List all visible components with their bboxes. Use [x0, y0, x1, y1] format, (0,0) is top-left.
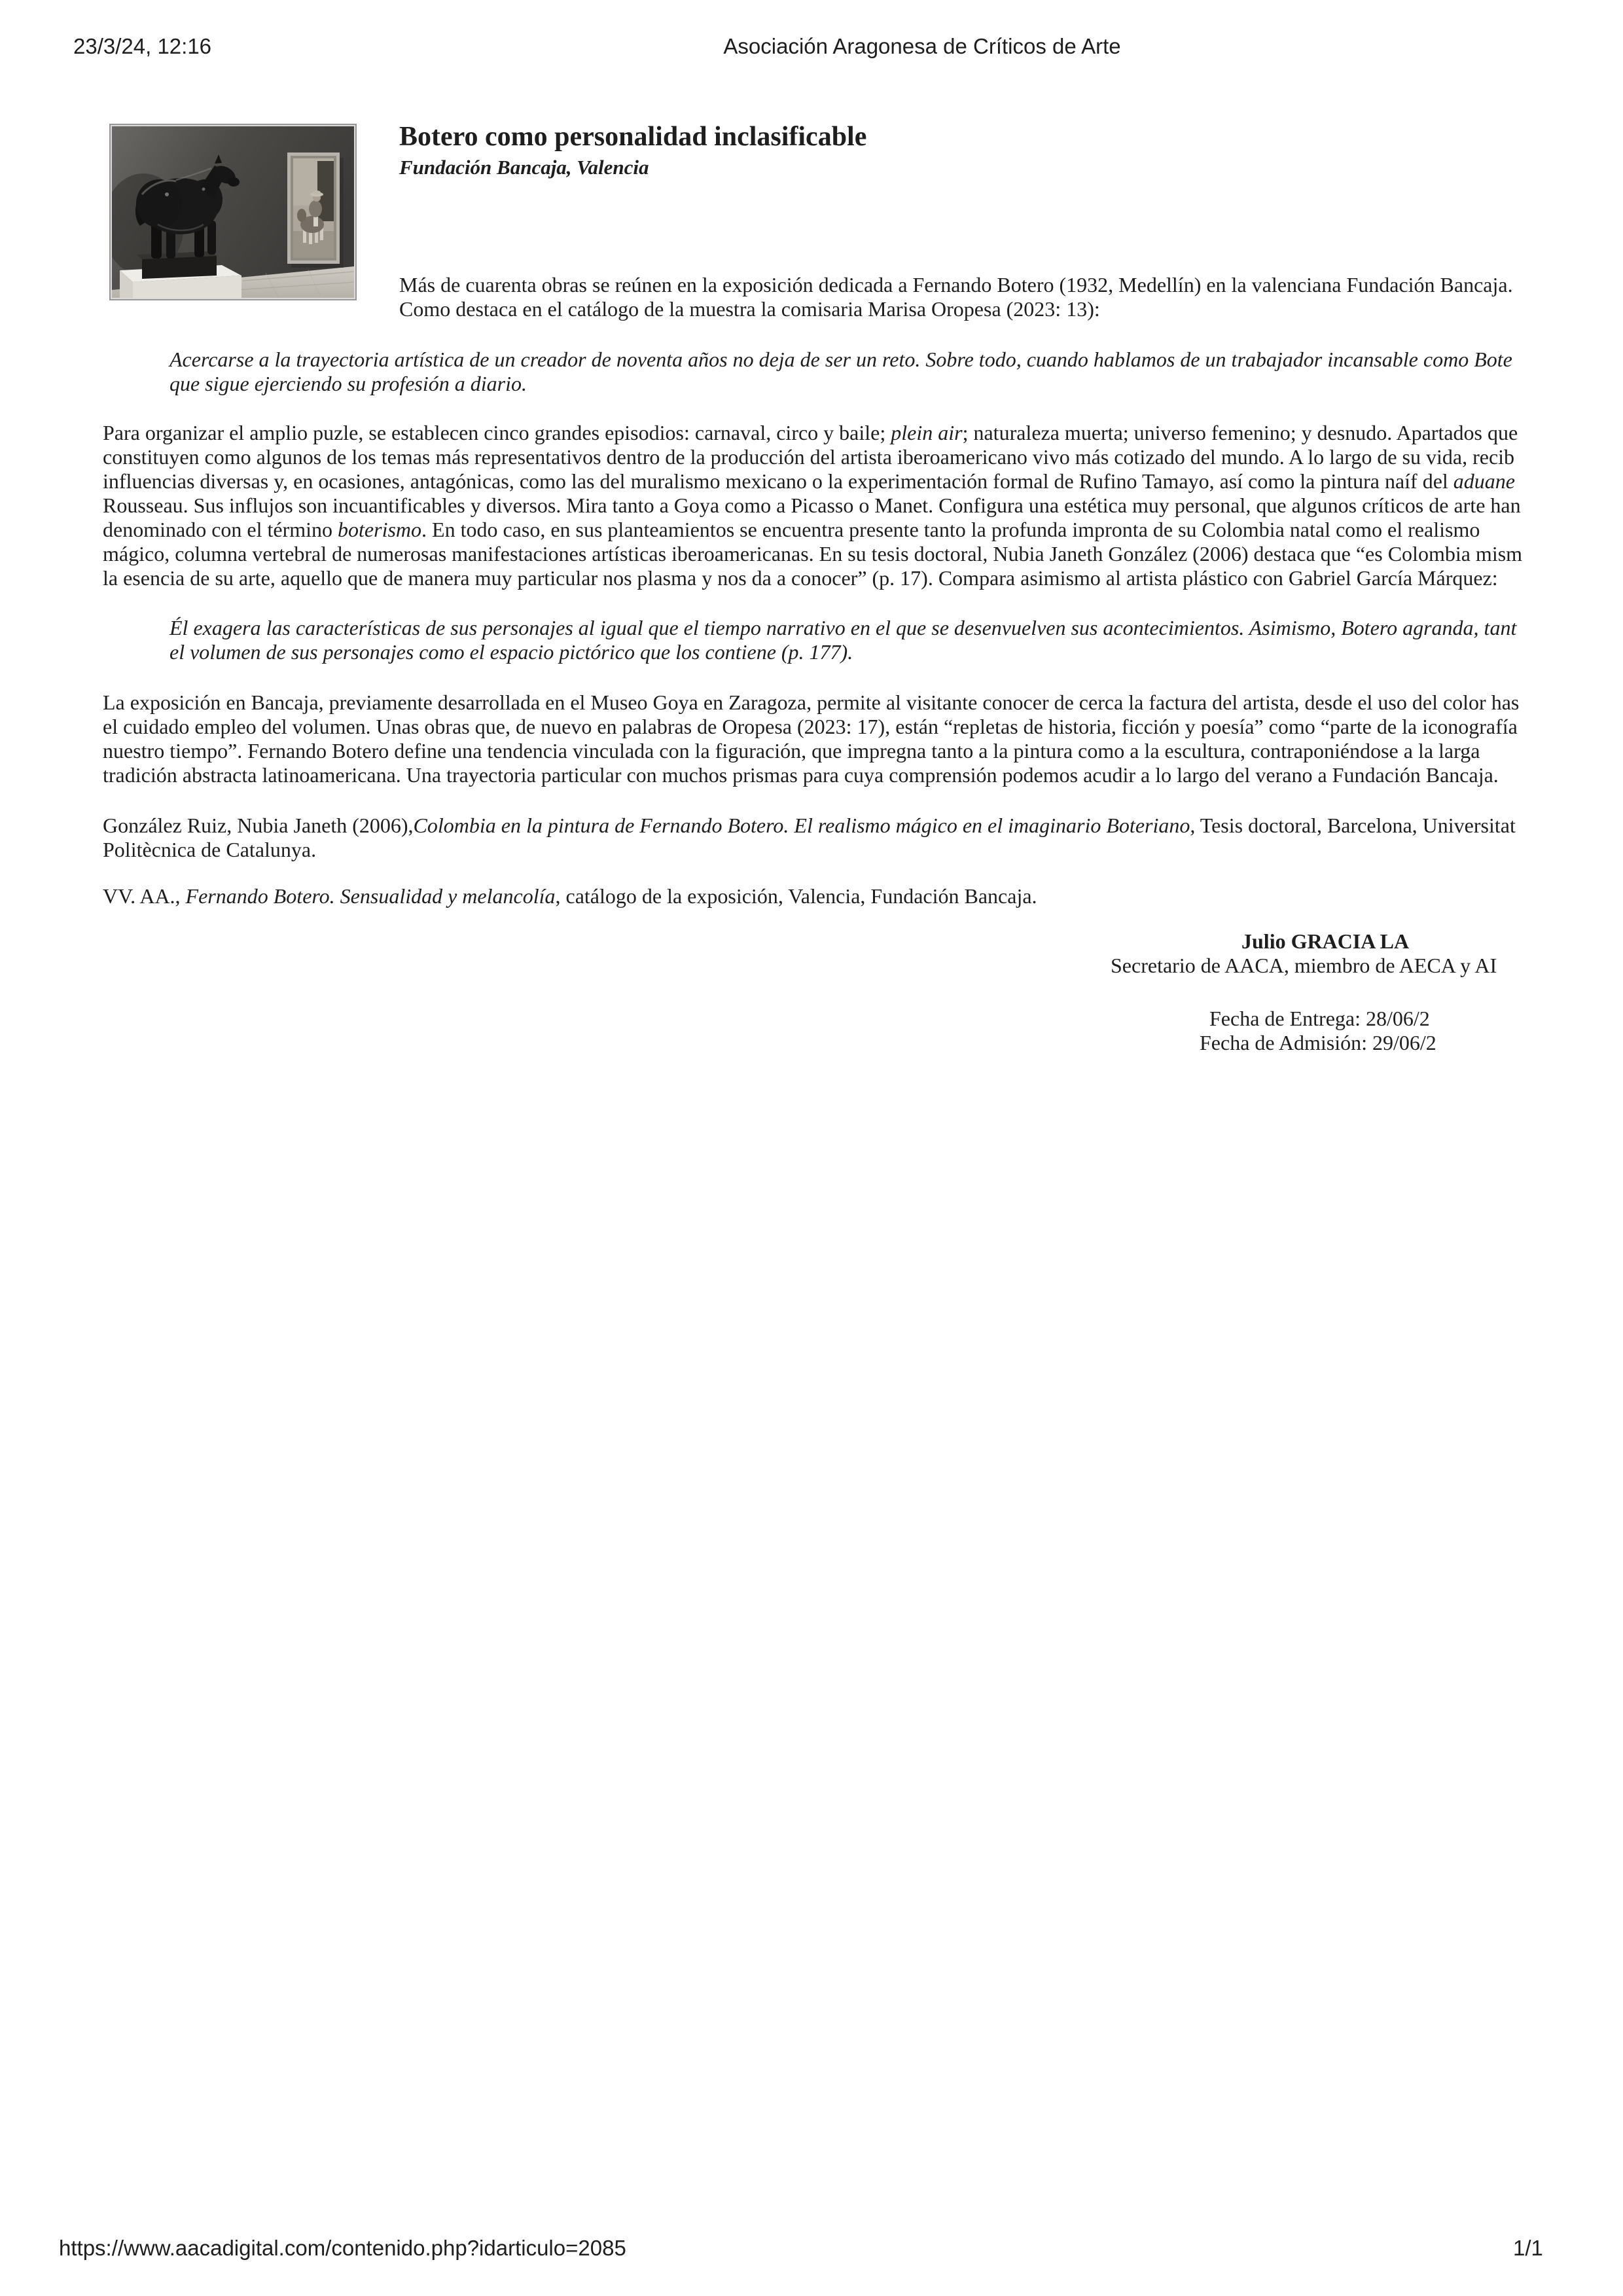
site-title: Asociación Aragonesa de Críticos de Arte [723, 34, 1121, 58]
text-segment: Tesis doctoral, Barcelona, Universitat [1195, 814, 1516, 837]
text-line [169, 640, 1516, 664]
italic-text-segment: plein air [891, 421, 963, 444]
author-signature: Julio GRACIA LA [1241, 929, 1410, 953]
article-paragraph-2 [103, 691, 1519, 787]
text-segment: la esencia de su arte, aquello que de manera muy particular nos plasma y nos da a conocer” (p. 17). Compara asimismo al artista plástico con Gabriel García Márquez: [103, 566, 1498, 590]
text-segment: , catálogo de la exposición, Valencia, Fundación Bancaja. [555, 884, 1037, 908]
sculpture-plinth [137, 251, 217, 279]
text-line [103, 469, 1522, 493]
article-body-paragraph [103, 421, 1522, 590]
text-segment: . En todo caso, en sus planteamientos se encuentra presente tanto la profunda impronta de su Colombia natal como el realismo [421, 518, 1480, 541]
text-line [103, 566, 1522, 590]
text-line [103, 493, 1522, 518]
italic-text-segment: boterismo [338, 518, 422, 541]
text-segment: Para organizar el amplio puzle, se establecen cinco grandes episodios: carnaval, circo y baile; [103, 421, 891, 444]
text-line [169, 372, 1512, 396]
reference-2 [103, 884, 1037, 908]
intro-paragraph [399, 273, 1513, 321]
text-segment: influencias diversas y, en ocasiones, antagónicas, como las del muralismo mexicano o la experimentación formal de Rufino Tamayo, así como la pintura naíf del [103, 469, 1454, 493]
text-line [103, 518, 1522, 542]
text-segment: Acercarse a la trayectoria artística de un creador de noventa años no deja de ser un reto. Sobre todo, cuando hablamos de un trabajador incansable como Bote [169, 348, 1512, 371]
text-segment: La exposición en Bancaja, previamente desarrollada en el Museo Goya en Zaragoza, permite al visitante conocer de cerca la factura del artista, desde el uso del color has [103, 691, 1520, 714]
text-segment: González Ruiz, Nubia Janeth (2006), [103, 814, 414, 837]
author-role: Secretario de AACA, miembro de AECA y AI [1111, 954, 1497, 977]
text-line [103, 445, 1522, 469]
footer-url: https://www.aacadigital.com/contenido.php?idarticulo=2085 [59, 2236, 626, 2260]
text-segment: constituyen como algunos de los temas más representativos dentro de la producción del artista iberoamericano vivo más cotizado del mundo. A lo largo de su vida, recib [103, 445, 1515, 469]
text-line [103, 884, 1037, 908]
article-subtitle: Fundación Bancaja, Valencia [399, 156, 649, 179]
text-line [103, 814, 1516, 838]
text-line [169, 616, 1516, 640]
text-segment: mágico, columna vertebral de numerosas manifestaciones artísticas iberoamericanas. En su tesis doctoral, Nubia Janeth González (2006) destaca que “es Colombia mism [103, 542, 1523, 565]
text-segment: Él exagera las características de sus personajes al igual que el tiempo narrativo en el que se desenvuelven sus acontecimientos. Asimismo, Botero agranda, tant [169, 616, 1517, 639]
text-line [399, 273, 1513, 297]
text-segment: ; naturaleza muerta; universo femenino; y desnudo. Apartados que [962, 421, 1518, 444]
framed-painting [287, 152, 344, 268]
text-line [103, 838, 1516, 862]
text-segment: el cuidado empleo del volumen. Unas obras que, de nuevo en palabras de Oropesa (2023: 17), están “repletas de historia, ficción y poesía” como “parte de la iconografía [103, 715, 1518, 738]
article-figure [109, 124, 357, 300]
text-segment: que sigue ejerciendo su profesión a diario. [169, 372, 527, 395]
text-line [103, 715, 1519, 739]
text-segment: Más de cuarenta obras se reúnen en la exposición dedicada a Fernando Botero (1932, Medellín) en la valenciana Fundación Bancaja. [399, 273, 1513, 296]
text-line [399, 297, 1513, 321]
print-datetime: 23/3/24, 12:16 [73, 34, 212, 58]
text-line [103, 542, 1522, 566]
text-segment: Como destaca en el catálogo de la muestra la comisaria Marisa Oropesa (2023: 13): [399, 297, 1100, 321]
page-indicator: 1/1 [1513, 2236, 1543, 2260]
article-title: Botero como personalidad inclasificable [399, 122, 867, 152]
text-segment: Politècnica de Catalunya. [103, 838, 317, 861]
text-segment: nuestro tiempo”. Fernando Botero define una tendencia vinculada con la figuración, que impregna tanto a la pintura como a la escultura, contraponiéndose a la larga [103, 739, 1480, 762]
text-segment: VV. AA., [103, 884, 186, 908]
text-line [103, 763, 1519, 787]
italic-text-segment: aduane [1453, 469, 1515, 493]
text-segment: denominado con el término [103, 518, 338, 541]
blockquote-1 [169, 348, 1512, 396]
reference-1 [103, 814, 1516, 862]
blockquote-2 [169, 616, 1516, 664]
exhibition-photo [112, 126, 354, 298]
delivery-date: Fecha de Entrega: 28/06/2 [1209, 1007, 1430, 1030]
italic-text-segment: Colombia en la pintura de Fernando Botero. El realismo mágico en el imaginario Boteriano, [413, 814, 1196, 837]
text-line [103, 739, 1519, 763]
text-line [103, 691, 1519, 715]
text-segment: tradición abstracta latinoamericana. Una trayectoria particular con muchos prismas para cuya comprensión podemos acudir a lo largo del verano a Fundación Bancaja. [103, 763, 1499, 787]
admission-date: Fecha de Admisión: 29/06/2 [1200, 1031, 1436, 1054]
text-line [103, 421, 1522, 445]
text-line [169, 348, 1512, 372]
text-segment: Rousseau. Sus influjos son incuantificables y diversos. Mira tanto a Goya como a Picasso o Manet. Configura una estética muy personal, que algunos críticos de arte han [103, 493, 1521, 517]
italic-text-segment: Fernando Botero. Sensualidad y melancolía [185, 884, 556, 908]
text-segment: el volumen de sus personajes como el espacio pictórico que los contiene (p. 177). [169, 640, 853, 664]
